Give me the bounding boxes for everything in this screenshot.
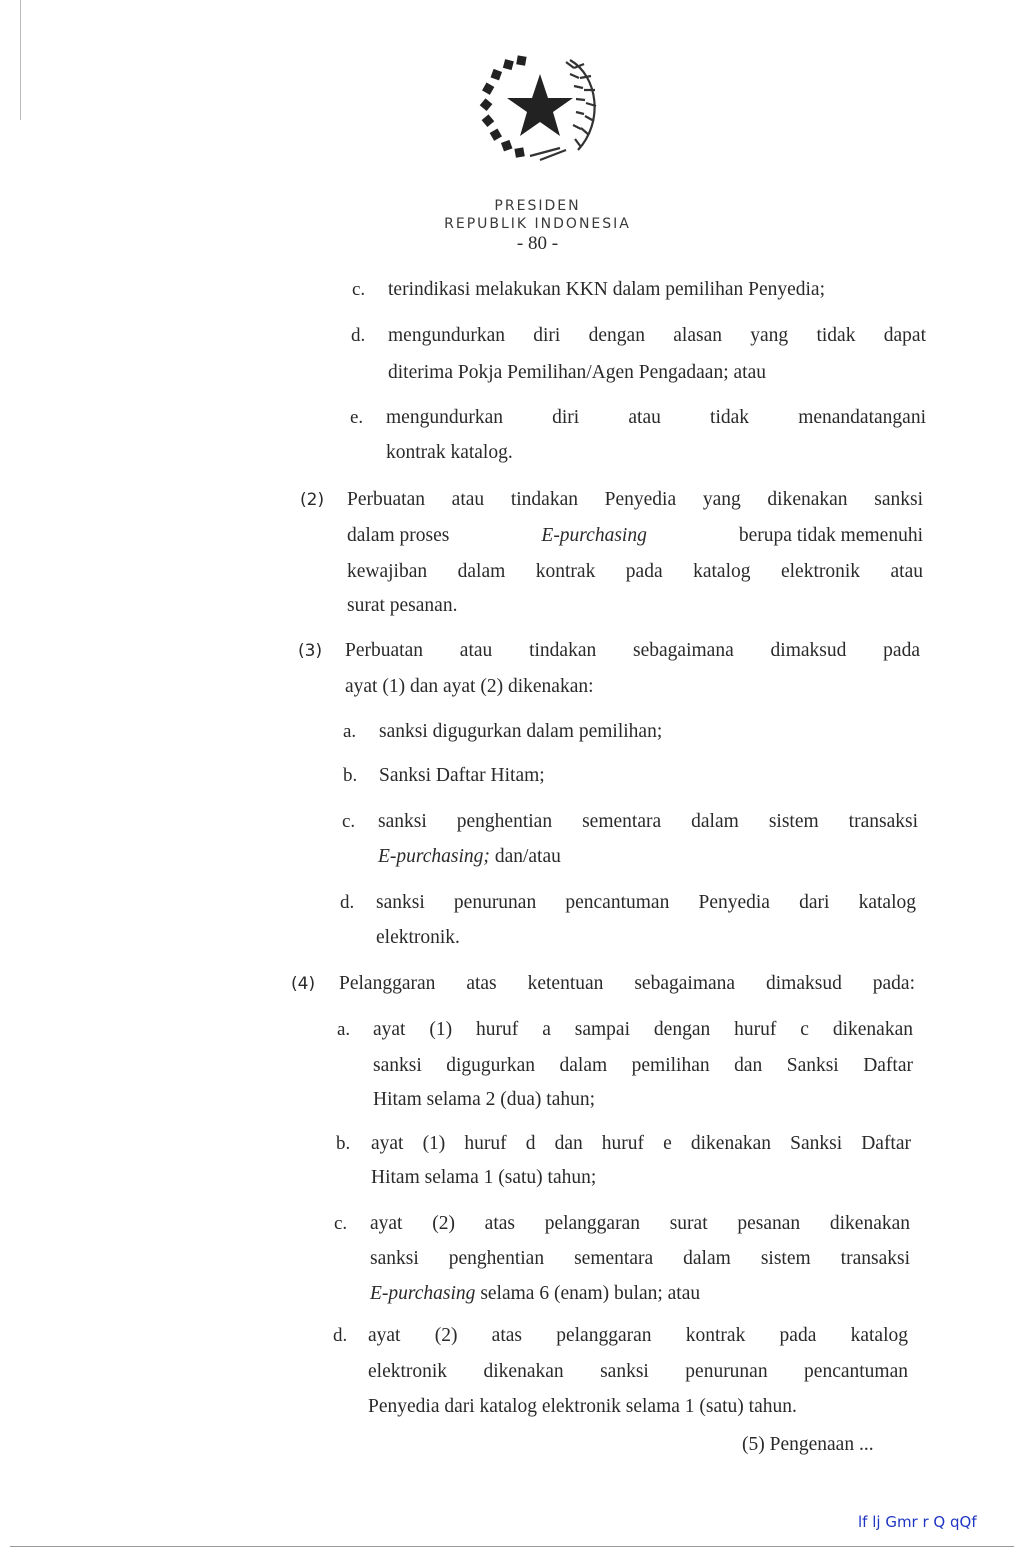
page-edge-line [20, 0, 21, 120]
item-text: sanksi penghentian sementara dalam sistem transaksi [370, 1248, 910, 1269]
item-text: ayat (1) huruf d dan huruf e dikenakan Sanksi Daftar [371, 1133, 911, 1154]
item-label: b. [343, 765, 358, 786]
item-line [370, 1276, 700, 1312]
paragraph-text: dalam proses [347, 525, 450, 546]
item-text: mengundurkan diri dengan alasan yang tidak dapat [388, 325, 926, 346]
item-line [378, 839, 561, 875]
item-label: b. [336, 1133, 351, 1154]
document-stamp: lf lj Gmr r Q qQf [858, 1513, 977, 1531]
item-label: c. [352, 279, 366, 300]
item-label: a. [343, 721, 357, 742]
paragraph-text: ayat (1) dan ayat (2) dikenakan: [345, 676, 594, 697]
item-text: mengundurkan diri atau tidak menandatangani [386, 407, 926, 428]
paragraph-number: (3) [298, 641, 323, 661]
paragraph-text: Perbuatan atau tindakan Penyedia yang dikenakan sanksi [347, 489, 923, 510]
item-text: ayat (2) atas pelanggaran kontrak pada katalog [368, 1325, 908, 1346]
item-text: elektronik dikenakan sanksi penurunan pencantuman [368, 1361, 908, 1382]
item-label: e. [350, 407, 364, 428]
item-label: d. [340, 892, 355, 913]
item-text: sanksi digugurkan dalam pemilihan dan Sanksi Daftar [373, 1055, 913, 1076]
item-text: Hitam selama 2 (dua) tahun; [373, 1089, 596, 1110]
item-label: d. [351, 325, 366, 346]
emphasis-text: E-purchasing [370, 1283, 476, 1304]
bottom-rule [10, 1546, 1014, 1547]
item-text: sanksi penghentian sementara dalam sistem transaksi [378, 811, 918, 832]
item-text: sanksi penurunan pencantuman Penyedia dari katalog [376, 892, 916, 913]
paragraph-line [347, 518, 923, 554]
page-number: - 80 - [516, 233, 559, 254]
item-text: Hitam selama 1 (satu) tahun; [371, 1167, 597, 1188]
item-text: terindikasi melakukan KKN dalam pemilihan Penyedia; [388, 279, 826, 300]
item-label: d. [333, 1325, 348, 1346]
item-text: kontrak katalog. [386, 442, 513, 463]
paragraph-number: (4) [291, 974, 316, 994]
header-title: PRESIDEN [494, 198, 581, 214]
emphasis-text: E-purchasing [541, 525, 647, 546]
item-text: elektronik. [376, 927, 460, 948]
item-text: Sanksi Daftar Hitam; [379, 765, 545, 786]
header-subtitle: REPUBLIK INDONESIA [444, 216, 631, 232]
paragraph-text: berupa tidak memenuhi [738, 525, 923, 546]
paragraph-text: surat pesanan. [347, 595, 458, 616]
item-text: dan/atau [494, 846, 561, 867]
emphasis-text: E-purchasing; [378, 846, 490, 867]
paragraph-text: Perbuatan atau tindakan sebagaimana dimaksud pada [345, 640, 920, 661]
paragraph-text: Pelanggaran atas ketentuan sebagaimana dimaksud pada: [339, 973, 915, 994]
paragraph-number: (2) [300, 490, 325, 510]
paragraph-text: kewajiban dalam kontrak pada katalog elektronik atau [347, 561, 923, 582]
item-text: sanksi digugurkan dalam pemilihan; [379, 721, 663, 742]
item-label: c. [342, 811, 356, 832]
item-text: selama 6 (enam) bulan; atau [480, 1283, 701, 1304]
item-text: Penyedia dari katalog elektronik selama 1 (satu) tahun. [368, 1396, 797, 1417]
continuation-text: (5) Pengenaan ... [742, 1434, 874, 1455]
presidential-emblem [470, 48, 610, 168]
item-text: ayat (1) huruf a sampai dengan huruf c dikenakan [373, 1019, 913, 1040]
item-text: ayat (2) atas pelanggaran surat pesanan dikenakan [370, 1213, 910, 1234]
item-label: a. [337, 1019, 351, 1040]
item-label: c. [334, 1213, 348, 1234]
item-text: diterima Pokja Pemilihan/Agen Pengadaan; atau [388, 362, 766, 383]
